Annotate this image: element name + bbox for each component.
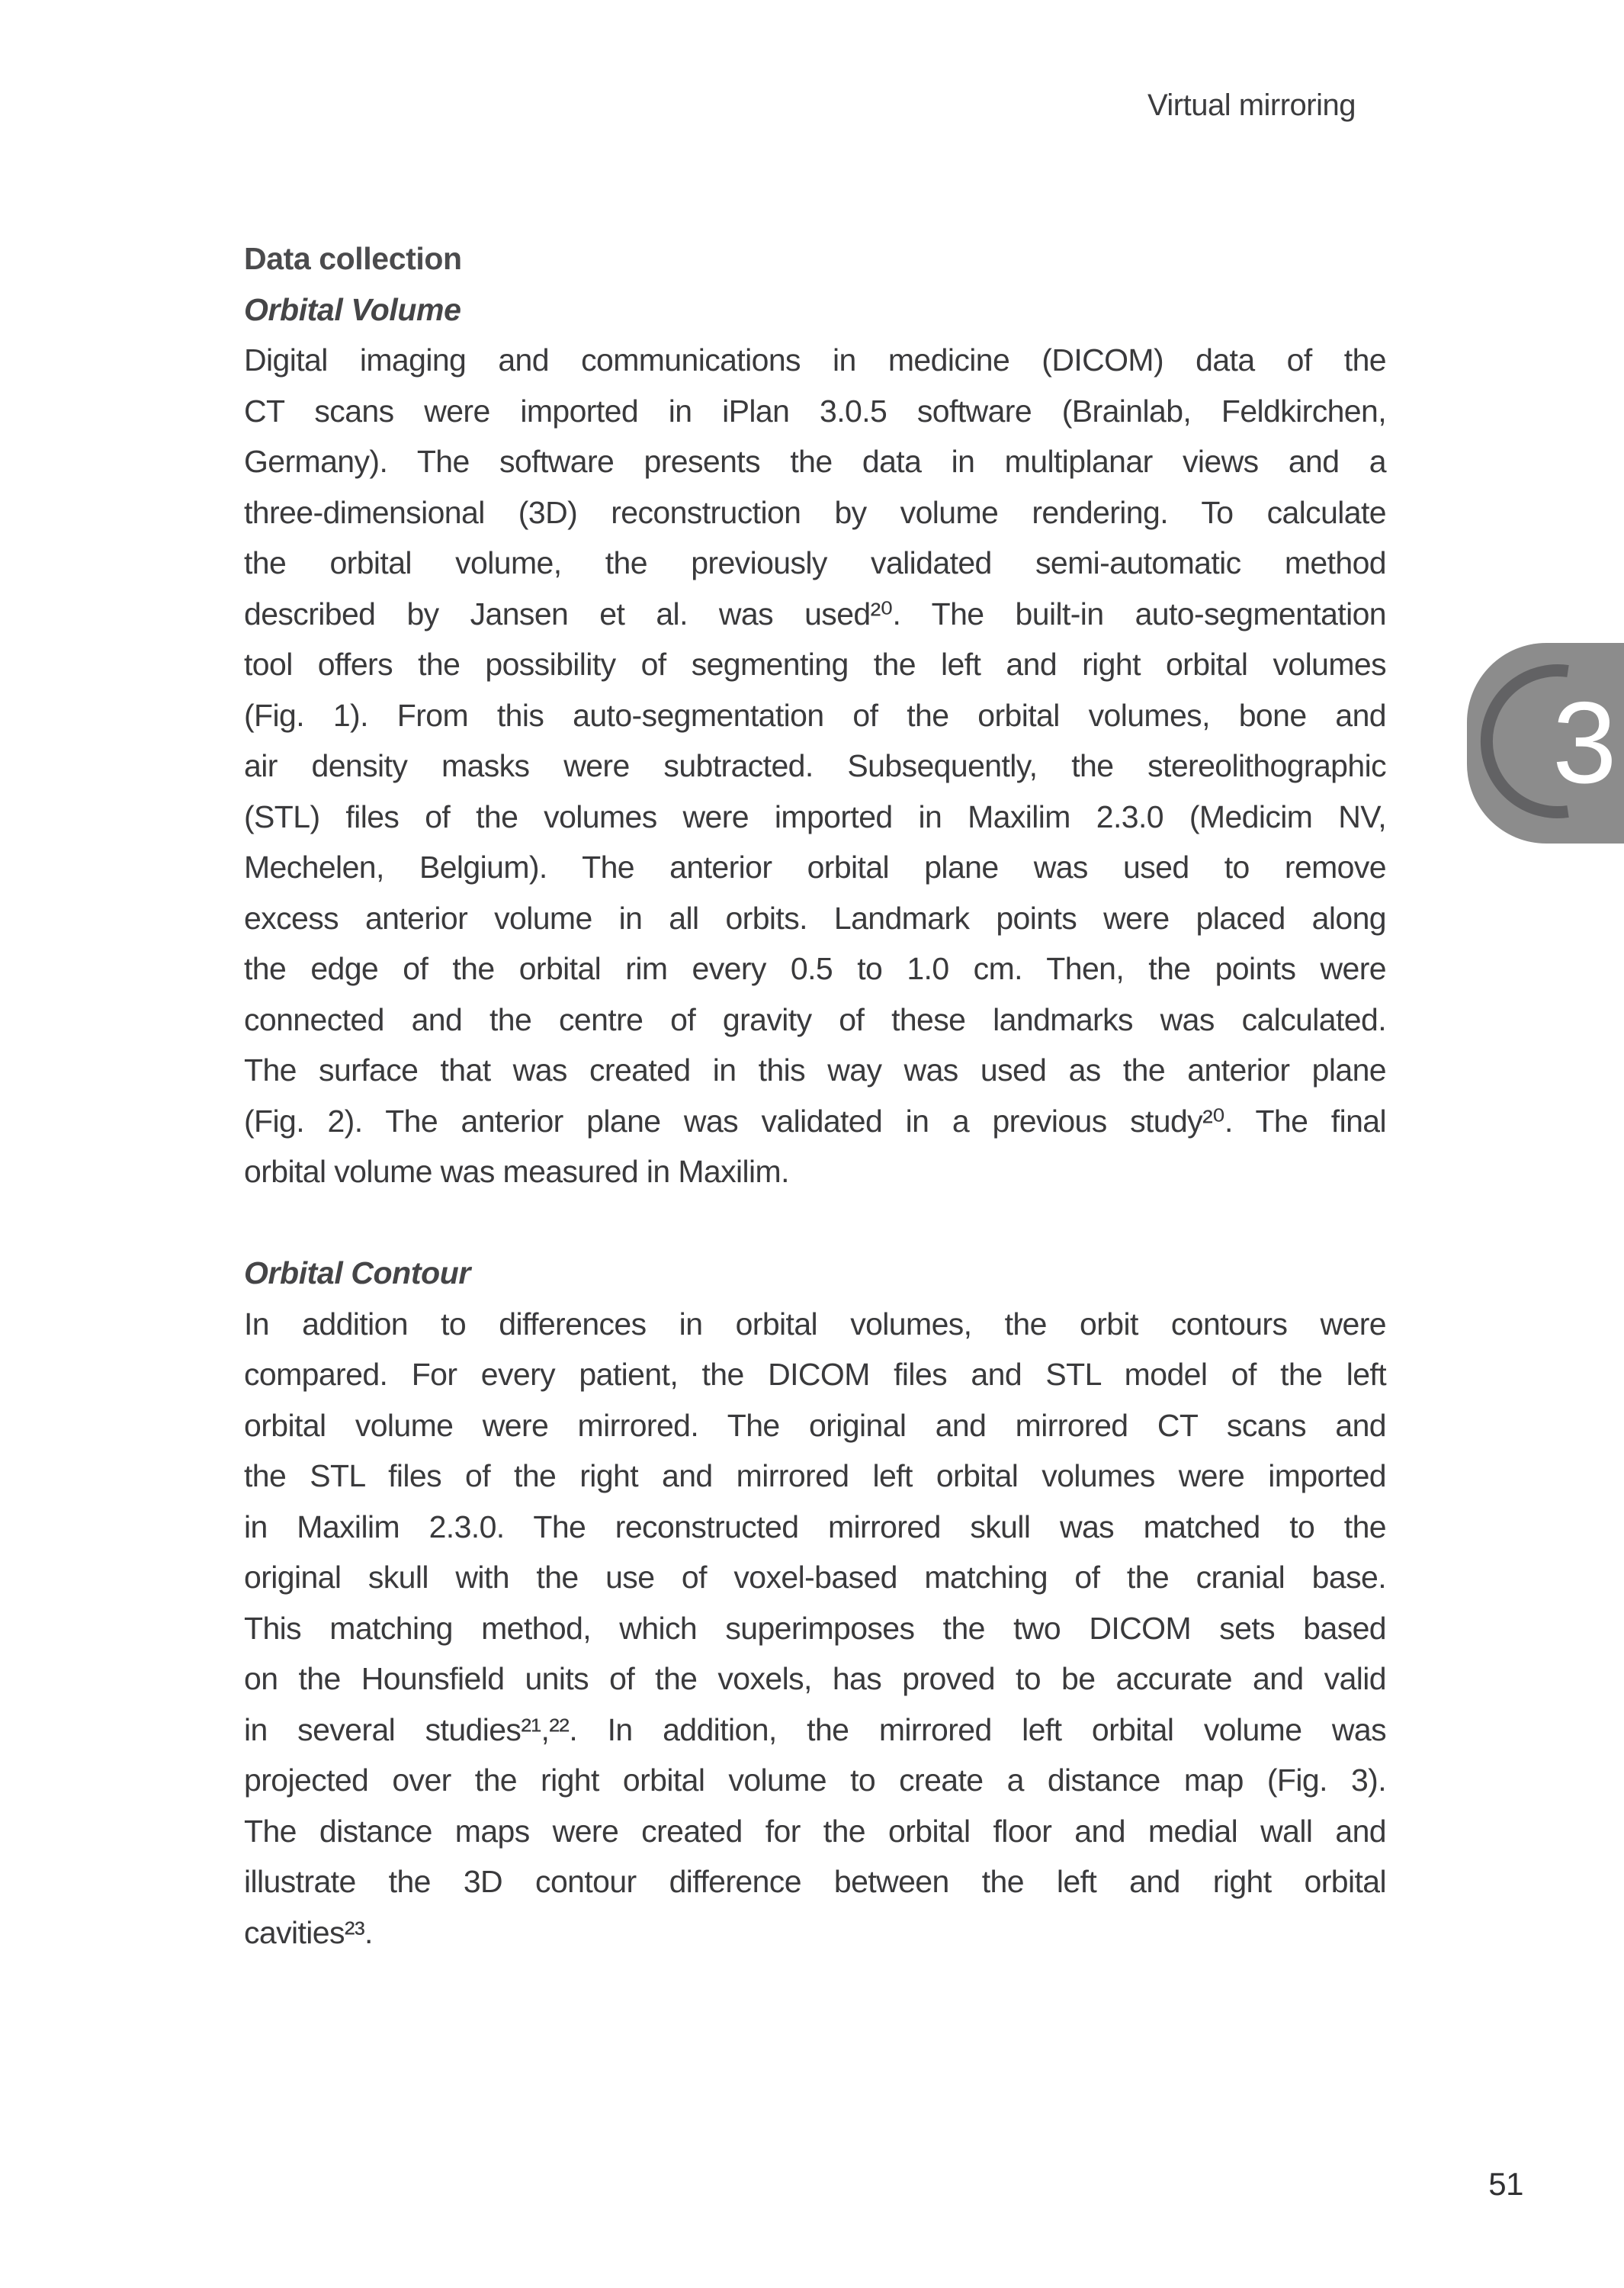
paragraph-line: This matching method, which superimposes the two DICOM sets based [244,1610,1386,1646]
paragraph-line: tool offers the possibility of segmenting the left and right orbital volumes [244,647,1386,682]
subsection-heading-orbital-contour: Orbital Contour [244,1255,470,1290]
paragraph-line: illustrate the 3D contour difference between the left and right orbital [244,1864,1386,1899]
paragraph-line: Digital imaging and communications in medicine (DICOM) data of the [244,342,1386,378]
paragraph-line: the edge of the orbital rim every 0.5 to 1.0 cm. Then, the points were [244,951,1386,986]
paragraph-line: the orbital volume, the previously validated semi-automatic method [244,545,1386,580]
paragraph-line: cavities²³. [244,1914,373,1950]
chapter-tab [1467,643,1624,844]
paragraph-line: in Maxilim 2.3.0. The reconstructed mirrored skull was matched to the [244,1509,1386,1544]
paragraph-line: on the Hounsfield units of the voxels, has proved to be accurate and valid [244,1661,1386,1696]
paragraph-line: compared. For every patient, the DICOM files and STL model of the left [244,1357,1386,1392]
paragraph-line: CT scans were imported in iPlan 3.0.5 software (Brainlab, Feldkirchen, [244,393,1386,429]
paragraph-line: in several studies²¹,²². In addition, the mirrored left orbital volume was [244,1711,1386,1747]
page-number: 51 [1488,2166,1523,2202]
paragraph-line: original skull with the use of voxel-based matching of the cranial base. [244,1560,1386,1595]
paragraph-line: Mechelen, Belgium). The anterior orbital plane was used to remove [244,850,1386,885]
paragraph-line: The distance maps were created for the orbital floor and medial wall and [244,1813,1386,1849]
paragraph-line: three-dimensional (3D) reconstruction by volume rendering. To calculate [244,494,1386,530]
paragraph-line: The surface that was created in this way was used as the anterior plane [244,1052,1386,1088]
paragraph-line: (Fig. 2). The anterior plane was validated in a previous study²⁰. The final [244,1103,1386,1139]
text-column [244,233,1386,1958]
chapter-number: 3 [1552,678,1617,808]
paragraph-line: the STL files of the right and mirrored left orbital volumes were imported [244,1458,1386,1493]
paragraph-line: (Fig. 1). From this auto-segmentation of the orbital volumes, bone and [244,697,1386,733]
paragraph-spacer [244,1197,1386,1248]
paragraph-line: described by Jansen et al. was used²⁰. The built-in auto-segmentation [244,596,1386,631]
paragraph-line: air density masks were subtracted. Subsequently, the stereolithographic [244,748,1386,783]
paragraph-line: projected over the right orbital volume to create a distance map (Fig. 3). [244,1763,1386,1798]
paragraph-line: In addition to differences in orbital volumes, the orbit contours were [244,1306,1386,1342]
paragraph-line: orbital volume was measured in Maxilim. [244,1154,789,1189]
subsection-heading-orbital-volume: Orbital Volume [244,291,461,327]
paragraph-line: connected and the centre of gravity of these landmarks was calculated. [244,1001,1386,1037]
running-header: Virtual mirroring [1147,88,1356,122]
paragraph-line: orbital volume were mirrored. The original and mirrored CT scans and [244,1407,1386,1443]
section-heading-data-collection: Data collection [244,241,462,276]
paragraph-line: (STL) files of the volumes were imported in Maxilim 2.3.0 (Medicim NV, [244,799,1386,834]
paragraph-line: Germany). The software presents the data in multiplanar views and a [244,444,1386,479]
paragraph-line: excess anterior volume in all orbits. Landmark points were placed along [244,900,1386,936]
